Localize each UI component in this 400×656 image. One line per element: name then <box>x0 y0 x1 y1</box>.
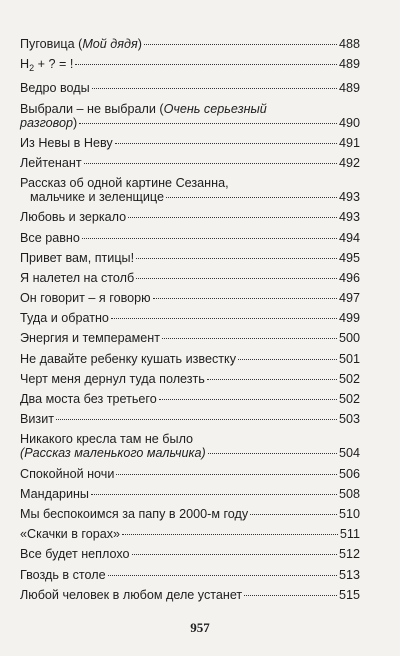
page-ref: 510 <box>338 506 360 521</box>
page-ref: 499 <box>338 311 360 326</box>
toc-entry: Туда и обратно 499 <box>20 311 360 326</box>
toc-entry: Я налетел на столб 496 <box>20 270 360 285</box>
leader-dots <box>207 379 337 380</box>
leader-dots <box>82 238 337 239</box>
toc-entry: Два моста без третьего 502 <box>20 392 360 406</box>
table-of-contents <box>20 37 360 608</box>
toc-entry: Пуговица (Мой дядя) 488 <box>20 37 360 51</box>
leader-dots <box>208 453 337 454</box>
toc-entry: Из Невы в Неву 491 <box>20 135 360 150</box>
toc-entry: Не давайте ребенку кушать известку 501 <box>20 351 360 366</box>
leader-dots <box>84 163 337 164</box>
leader-dots <box>122 534 338 535</box>
toc-entry: Рассказ об одной картине Сезанна, мальчике и зеленщице 493 <box>20 176 360 205</box>
leader-dots <box>111 318 337 319</box>
page-ref: 494 <box>338 230 360 245</box>
page-ref: 492 <box>338 155 360 170</box>
page-ref: 502 <box>338 371 360 386</box>
leader-dots <box>136 258 337 259</box>
toc-entry: $H_2$ + ? = ! 489 <box>20 57 360 74</box>
leader-dots <box>153 298 337 299</box>
page-ref: 497 <box>338 291 360 306</box>
toc-entry: Визит 503 <box>20 412 360 427</box>
toc-entry: Мандарины 508 <box>20 486 360 501</box>
toc-entry: Он говорит – я говорю 497 <box>20 291 360 306</box>
leader-dots <box>116 474 337 475</box>
leader-dots <box>75 64 337 65</box>
toc-entry: Любой человек в любом деле устанет 515 <box>20 587 360 602</box>
leader-dots <box>250 514 337 515</box>
leader-dots <box>136 278 337 279</box>
leader-dots <box>128 217 337 218</box>
leader-dots <box>166 197 337 198</box>
toc-entry: Спокойной ночи 506 <box>20 466 360 481</box>
page-ref: 496 <box>338 270 360 285</box>
leader-dots <box>108 575 337 576</box>
leader-dots <box>115 143 337 144</box>
toc-entry: Гвоздь в столе 513 <box>20 567 360 582</box>
leader-dots <box>159 399 337 400</box>
page-ref: 501 <box>338 351 360 366</box>
toc-entry: Никакого кресла там не было (Рассказ маленького мальчика) 504 <box>20 432 360 461</box>
page-number: 957 <box>190 620 210 635</box>
page-ref: 504 <box>338 446 360 461</box>
toc-entry: Привет вам, птицы! 495 <box>20 250 360 265</box>
page-ref: 506 <box>338 466 360 481</box>
page-ref: 488 <box>338 37 360 51</box>
leader-dots <box>56 419 337 420</box>
page-ref: 503 <box>338 412 360 427</box>
toc-entry: Мы беспокоимся за папу в 2000-м году 510 <box>20 506 360 521</box>
page-ref: 515 <box>338 587 360 602</box>
page-ref: 502 <box>338 392 360 406</box>
page-ref: 495 <box>338 250 360 265</box>
leader-dots <box>79 123 337 124</box>
leader-dots <box>91 494 337 495</box>
toc-entry: Выбрали – не выбрали (Очень серьезный разговор) 490 <box>20 101 360 130</box>
page-ref: 513 <box>338 567 360 582</box>
page-ref: 512 <box>338 547 360 562</box>
leader-dots <box>144 44 337 45</box>
toc-entry: Черт меня дернул туда полезть 502 <box>20 371 360 386</box>
toc-entry: Все будет неплохо 512 <box>20 547 360 562</box>
page-ref: 489 <box>338 81 360 96</box>
toc-entry: Все равно 494 <box>20 230 360 245</box>
page-ref: 489 <box>338 57 360 72</box>
toc-entry: Лейтенант 492 <box>20 155 360 170</box>
page-ref: 490 <box>338 115 360 130</box>
page-ref: 491 <box>338 135 360 150</box>
toc-entry: Любовь и зеркало 493 <box>20 210 360 225</box>
toc-entry: «Скачки в горах» 511 <box>20 527 360 542</box>
leader-dots <box>162 338 337 339</box>
page-ref: 500 <box>338 331 360 346</box>
page-ref: 493 <box>338 190 360 205</box>
page-ref: 511 <box>339 527 360 542</box>
page-ref: 493 <box>338 210 360 225</box>
leader-dots <box>238 359 337 360</box>
toc-entry: Ведро воды 489 <box>20 81 360 96</box>
leader-dots <box>92 88 337 89</box>
leader-dots <box>132 554 337 555</box>
toc-entry: Энергия и темперамент 500 <box>20 331 360 346</box>
page-ref: 508 <box>338 486 360 501</box>
leader-dots <box>244 595 337 596</box>
